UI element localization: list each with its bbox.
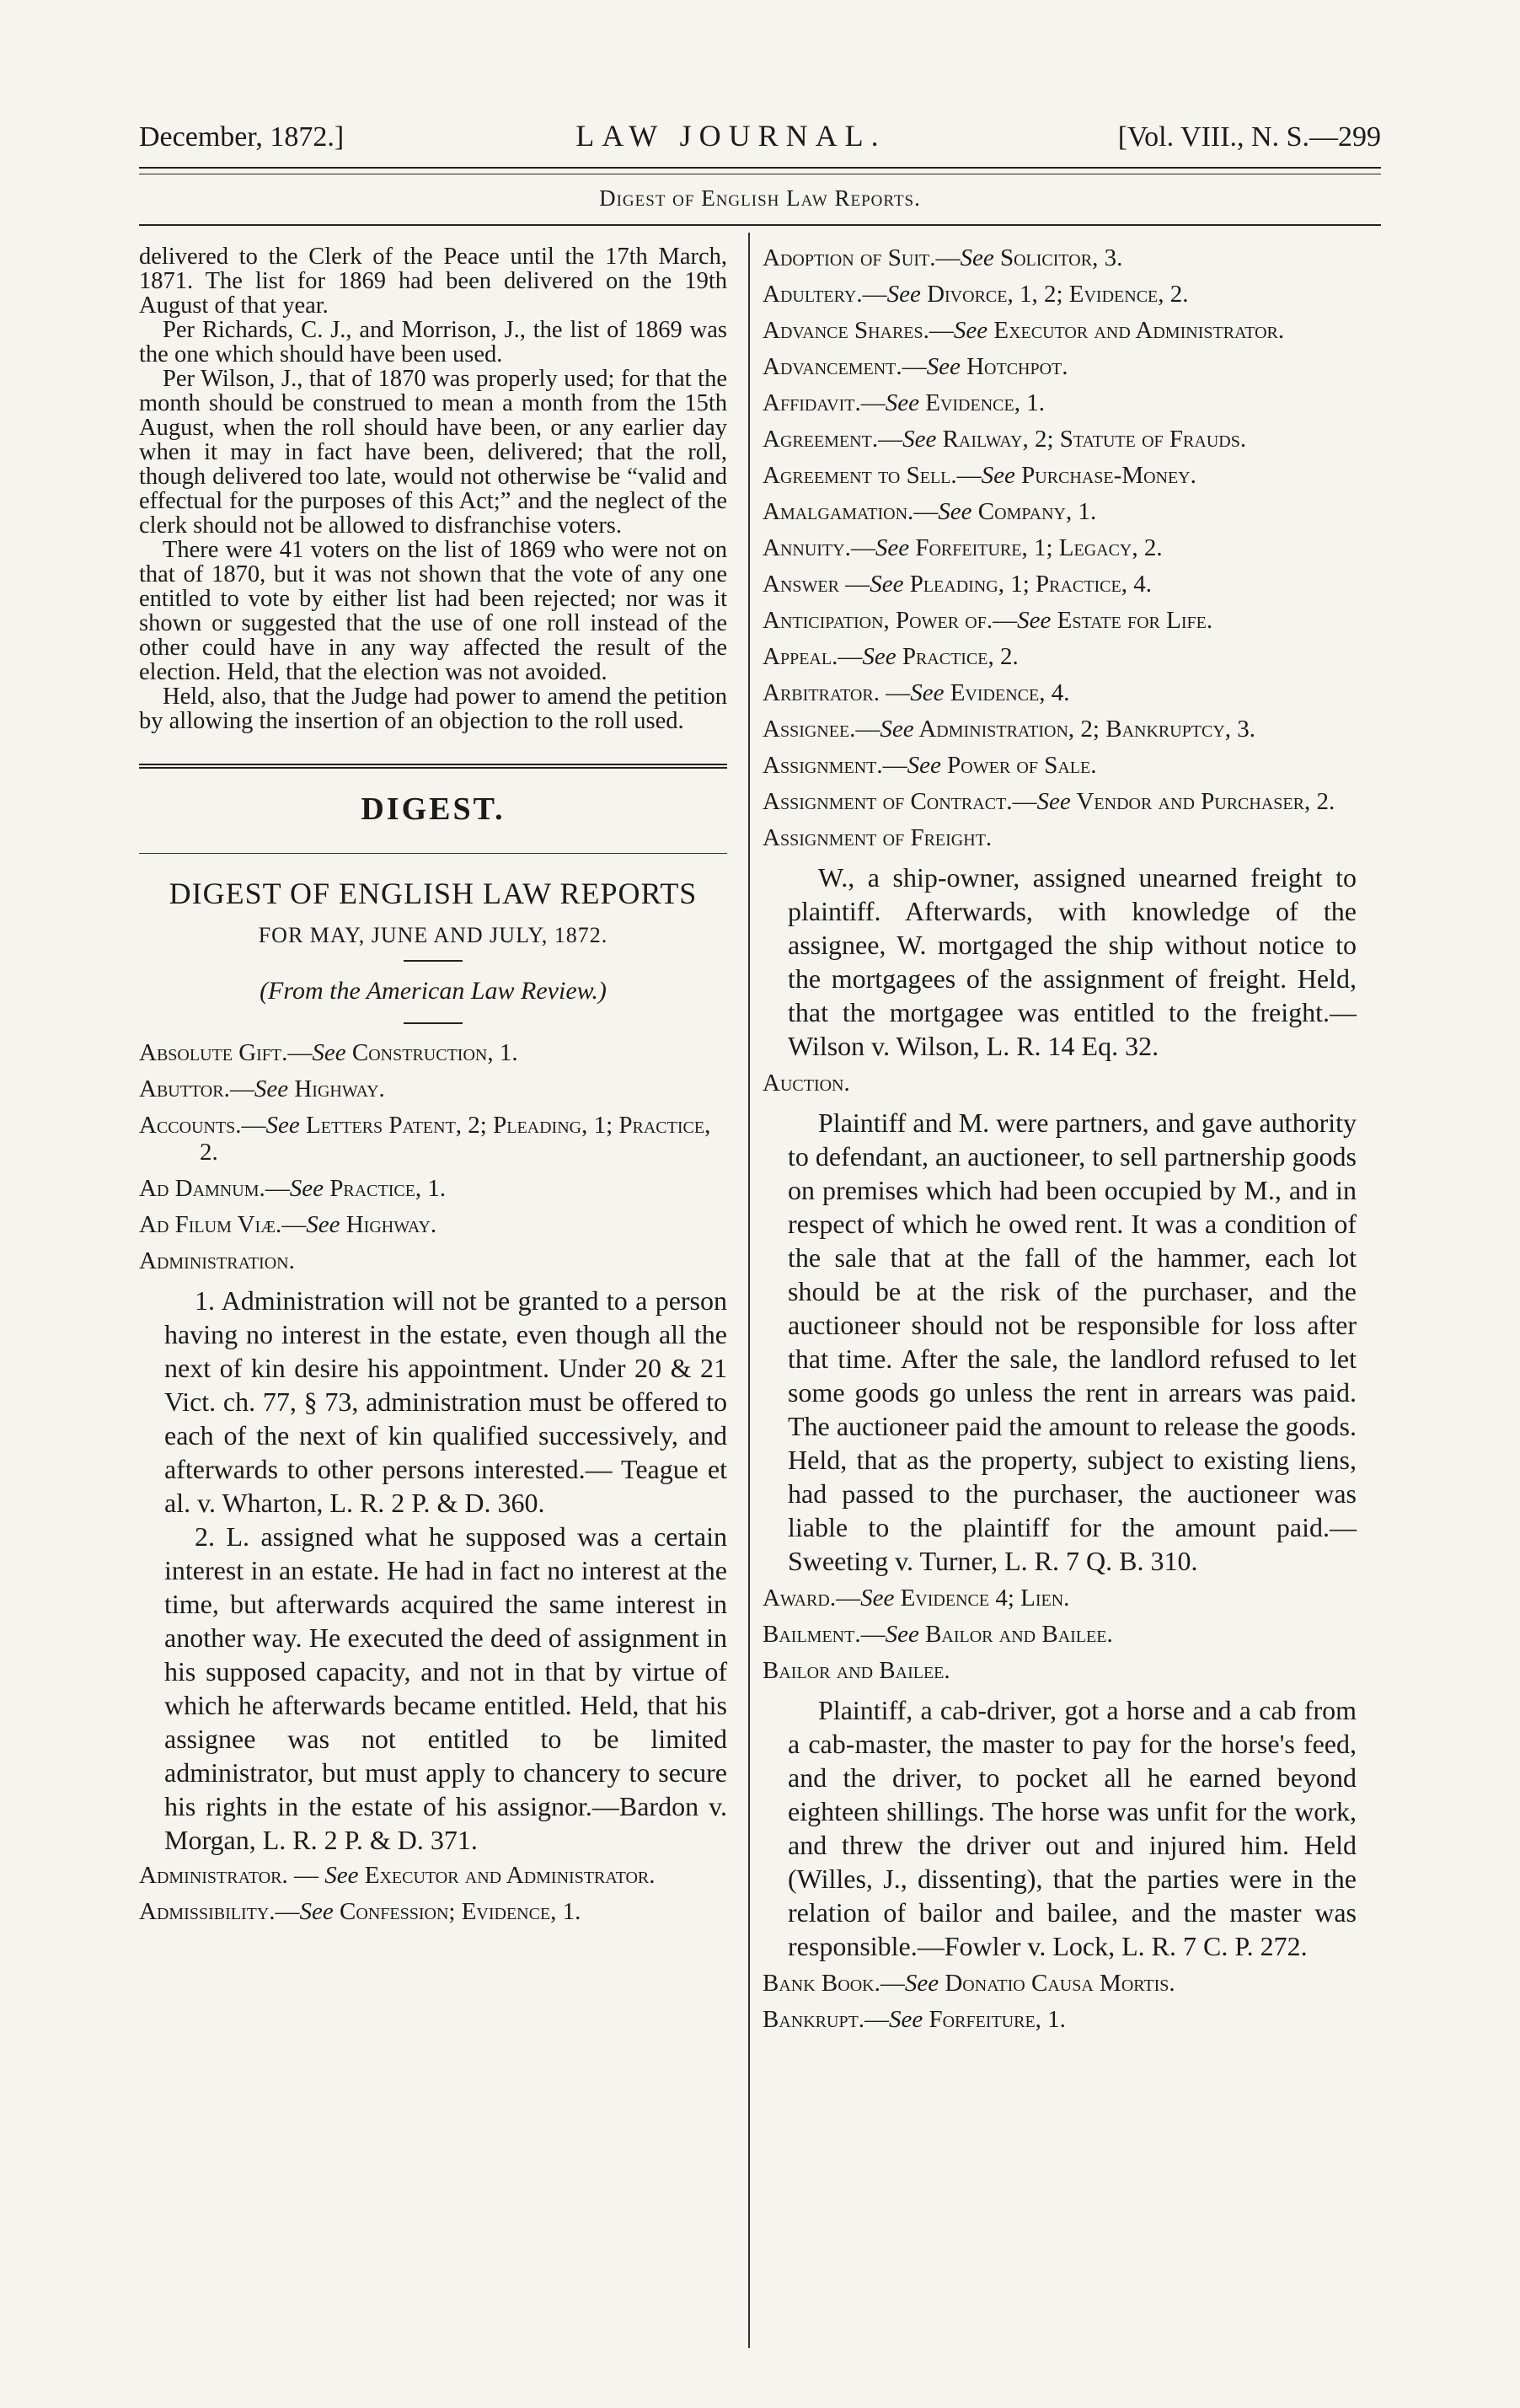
- header-volume-page: [Vol. VIII., N. S.—299: [1117, 121, 1381, 153]
- digest-entry: Administration.: [139, 1247, 295, 1274]
- digest-entry: Appeal.—See Practice, 2.: [763, 643, 1019, 670]
- continued-paragraph: There were 41 voters on the list of 1869 who were not on that of 1870, but it was not shown that the vote of any one entitled to vote by either list had been rejected; nor was it shown or suggested that the use of one roll instead of the other could have in any way affected the result of the election. Held, that the election was not avoided.: [139, 537, 727, 685]
- digest-entry: Adoption of Suit.—See Solicitor, 3.: [763, 244, 1123, 271]
- case-note: Plaintiff, a cab-driver, got a horse and a cab from a cab-master, the master to pay for the horse's feed, and the driver, to pocket all he earned beyond eighteen shillings. The horse was unfit for the work, and threw the driver out and injured him. Held (Willes, J., dissenting), that the parties were in the relation of bailor and bailee, and the master was responsible.—Fowler v. Lock, L. R. 7 C. P. 272.: [788, 1695, 1357, 1961]
- freight-note: [763, 861, 1357, 1063]
- journal-title: LAW JOURNAL.: [575, 119, 886, 153]
- digest-entry: Bankrupt.—See Forfeiture, 1.: [763, 2006, 1066, 2033]
- continued-report: [139, 244, 727, 733]
- short-rule: [404, 1022, 463, 1024]
- digest-entry: Administrator. — See Executor and Administrator.: [139, 1862, 656, 1889]
- digest-source: (From the American Law Review.): [260, 977, 607, 1005]
- digest-entry: Abuttor.—See Highway.: [139, 1075, 385, 1102]
- digest-title: DIGEST OF ENGLISH LAW REPORTS: [169, 877, 698, 910]
- running-subtitle: Digest of English Law Reports.: [599, 185, 921, 211]
- digest-entry: Anticipation, Power of.—See Estate for Life.: [763, 607, 1213, 634]
- continued-paragraph: Held, also, that the Judge had power to amend the petition by allowing the insertion of an objection to the roll used.: [139, 684, 727, 734]
- bailor-note: [763, 1693, 1357, 1963]
- page-header: [139, 118, 1381, 157]
- digest-rule: [139, 853, 727, 854]
- continued-paragraph: Per Richards, C. J., and Morrison, J., the list of 1869 was the one which should have been used.: [139, 317, 727, 367]
- digest-entry: Ad Filum Viæ.—See Highway.: [139, 1211, 437, 1238]
- digest-entry: Assignee.—See Administration, 2; Bankruptcy, 3.: [763, 716, 1256, 743]
- digest-heading: DIGEST.: [361, 791, 506, 827]
- digest-entry: Adultery.—See Divorce, 1, 2; Evidence, 2.: [763, 281, 1189, 308]
- column-divider: [748, 233, 750, 2348]
- digest-entry: Bailor and Bailee.: [763, 1657, 950, 1684]
- digest-entry: Affidavit.—See Evidence, 1.: [763, 389, 1045, 416]
- left-column: [139, 244, 727, 1934]
- subtitle-rule: [139, 224, 1381, 226]
- digest-entry: Assignment of Freight.: [763, 824, 993, 851]
- digest-entry: Advancement.—See Hotchpot.: [763, 353, 1068, 380]
- digest-entry: Assignment of Contract.—See Vendor and Purchaser, 2.: [763, 788, 1335, 815]
- digest-entry: Agreement to Sell.—See Purchase-Money.: [763, 462, 1196, 489]
- right-column: [763, 244, 1357, 2042]
- continued-paragraph: delivered to the Clerk of the Peace until the 17th March, 1871. The list for 1869 had been delivered on the 19th August of that year.: [139, 244, 727, 319]
- digest-entry: Annuity.—See Forfeiture, 1; Legacy, 2.: [763, 534, 1163, 561]
- administration-notes: [139, 1284, 727, 1857]
- auction-note: [763, 1106, 1357, 1578]
- digest-entries-right-a: [763, 244, 1357, 851]
- section-rule: [139, 764, 727, 769]
- case-note: 2. L. assigned what he supposed was a certain interest in an estate. He had in fact no interest at the time, but afterwards acquired the same interest in another way. He executed the deed of assignment in his supposed capacity, and not in that by virtue of which he afterwards became entitled. Held, that his assignee was not entitled to be limited administrator, but must apply to chancery to secure his rights in the estate of his assignor.—Bardon v. Morgan, L. R. 2 P. & D. 371.: [164, 1521, 727, 1855]
- short-rule: [404, 960, 463, 962]
- digest-entry: Answer —See Pleading, 1; Practice, 4.: [763, 571, 1152, 598]
- continued-paragraph: Per Wilson, J., that of 1870 was properly used; for that the month should be construed to mean a month from the 15th August, when the roll should have been, or any earlier day when it may in fact have been, delivered; that the roll, though delivered too late, would not otherwise be “valid and effectual for the purposes of this Act;” and the neglect of the clerk should not be allowed to disfranchise voters.: [139, 366, 727, 539]
- digest-entries-b: [139, 1862, 727, 1925]
- digest-entries-right-b: [763, 1585, 1357, 1684]
- case-note: 1. Administration will not be granted to a person having no interest in the estate, even though all the next of kin desire his appointment. Under 20 & 21 Vict. ch. 77, § 73, administration must be offered to each of the next of kin qualified successively, and afterwards to other persons interested.— Teague et al. v. Wharton, L. R. 2 P. & D. 360.: [164, 1285, 727, 1518]
- digest-entry: Admissibility.—See Confession; Evidence, 1.: [139, 1898, 581, 1925]
- digest-entry: Assignment.—See Power of Sale.: [763, 752, 1097, 779]
- digest-entry: Auction.: [763, 1070, 850, 1097]
- digest-entries-right-c: [763, 1970, 1357, 2033]
- digest-entry: Bailment.—See Bailor and Bailee.: [763, 1621, 1113, 1648]
- digest-entry: Award.—See Evidence 4; Lien.: [763, 1585, 1070, 1612]
- digest-entry: Advance Shares.—See Executor and Administrator.: [763, 317, 1285, 344]
- digest-entry: Absolute Gift.—See Construction, 1.: [139, 1039, 518, 1066]
- digest-entry: Ad Damnum.—See Practice, 1.: [139, 1175, 447, 1202]
- digest-entry: Arbitrator. —See Evidence, 4.: [763, 679, 1070, 706]
- case-note: W., a ship-owner, assigned unearned freight to plaintiff. Afterwards, with knowledge of the assignee, W. mortgaged the ship without notice to the mortgagees of the assignment of freight. Held, that the mortgagee was entitled to the freight.— Wilson v. Wilson, L. R. 14 Eq. 32.: [788, 862, 1357, 1061]
- digest-entry: Accounts.—See Letters Patent, 2; Pleading, 1; Practice, 2.: [139, 1112, 711, 1166]
- digest-entry: Agreement.—See Railway, 2; Statute of Frauds.: [763, 426, 1247, 453]
- digest-entries-a: [139, 1039, 727, 1274]
- header-date: December, 1872.]: [139, 121, 345, 153]
- case-note: Plaintiff and M. were partners, and gave authority to defendant, an auctioneer, to sell partnership goods on premises which had been occupied by M., and in respect of which he owed rent. It was a condition of the sale that at the fall of the hammer, each lot should be at the risk of the purchaser, and the auctioneer should not be responsible for loss after that time. After the sale, the landlord refused to let some goods go unless the rent in arrears was paid. The auctioneer paid the amount to release the goods. Held, that as the property, subject to existing liens, had passed to the purchaser, the auctioneer was liable to the plaintiff for the amount paid.—Sweeting v. Turner, L. R. 7 Q. B. 310.: [788, 1107, 1357, 1576]
- header-double-rule: [139, 167, 1381, 174]
- digest-entry: Amalgamation.—See Company, 1.: [763, 498, 1097, 525]
- digest-entry: Bank Book.—See Donatio Causa Mortis.: [763, 1970, 1175, 1997]
- digest-period: FOR MAY, JUNE AND JULY, 1872.: [258, 923, 608, 947]
